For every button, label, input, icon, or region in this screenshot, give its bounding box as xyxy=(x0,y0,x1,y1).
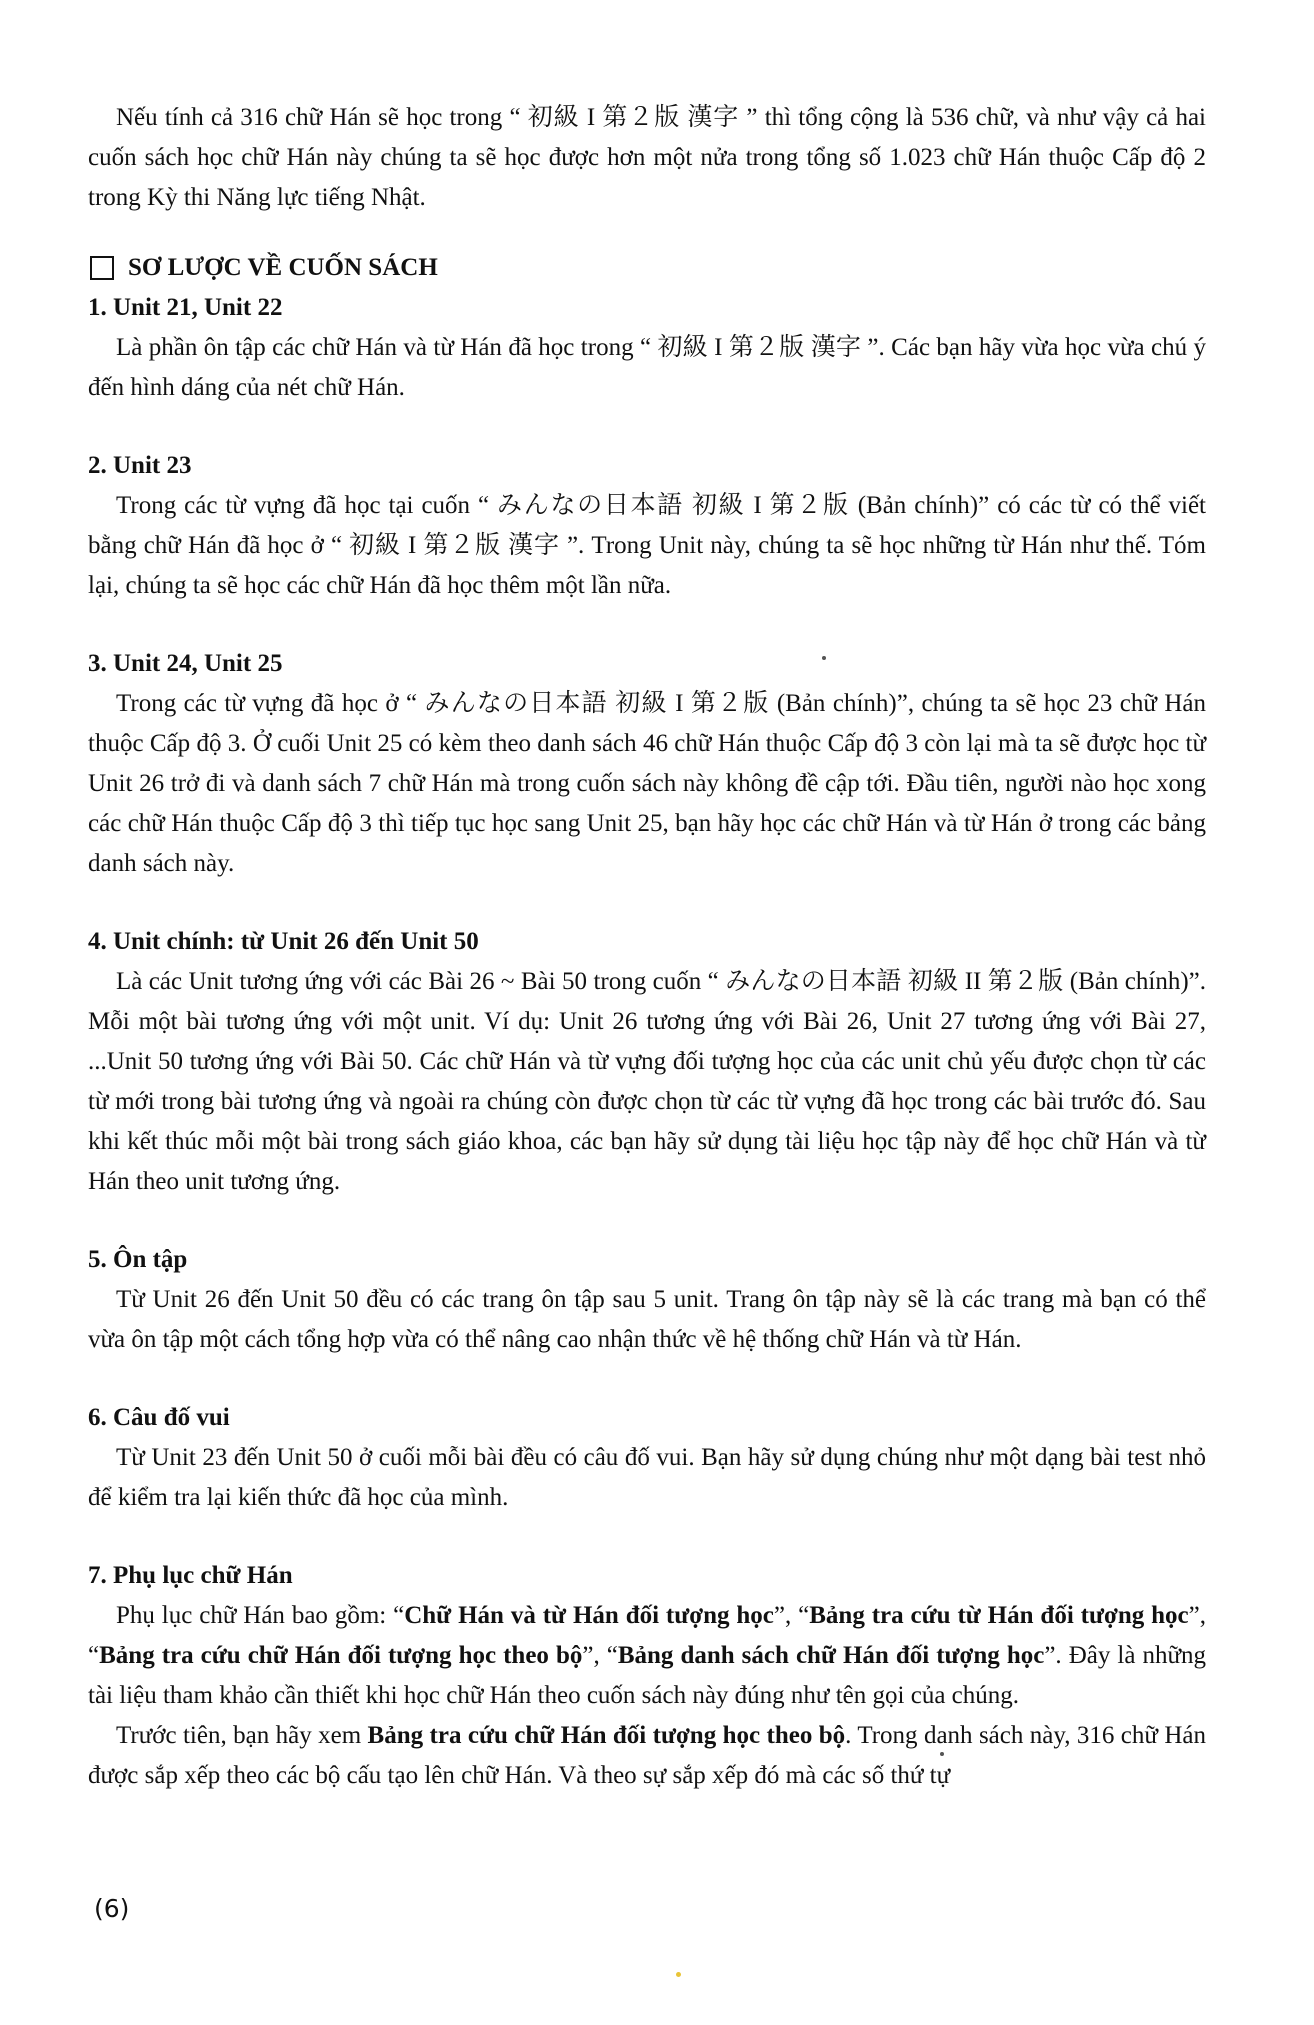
appendix-paragraph-2 xyxy=(88,1716,1206,1796)
appendix-ref-4: Bảng danh sách chữ Hán đối tượng học xyxy=(617,1642,1045,1669)
text-span: . Trong danh sách này, 316 chữ Hán được sắp xếp theo các bộ cấu tạo lên chữ Hán. Và theo sự sắp xếp đó mà các số thứ tự xyxy=(88,1722,1206,1789)
item-text: Trong các từ vựng đã học tại cuốn “ みんなの日本語 初級 I 第２版 (Bản chính)” có các từ có thể viết bằng chữ Hán đã học ở “ 初級 I 第２版 漢字 ”. Trong Unit này, chúng ta sẽ học những từ Hán như thế. Tóm lại, chúng ta sẽ học các chữ Hán đã học thêm một lần nữa. xyxy=(88,492,1206,599)
text-span: ”, “ xyxy=(773,1602,810,1629)
item-title: 1. Unit 21, Unit 22 xyxy=(88,294,283,321)
item-unit-21-22 xyxy=(88,288,1206,408)
scan-speck xyxy=(940,1752,944,1756)
item-title: 6. Câu đố vui xyxy=(88,1404,230,1431)
scan-speck xyxy=(676,1972,681,1977)
item-text: Là các Unit tương ứng với các Bài 26 ~ Bài 50 trong cuốn “ みんなの日本語 初級 II 第２版 (Bản chính)”. Mỗi một bài tương ứng với một unit. Ví dụ: Unit 26 tương ứng với Bài 26, Unit 27 tương ứng với Bài 27, ...Unit 50 tương ứng với Bài 50. Các chữ Hán và từ vựng đối tượng học của các unit chủ yếu được chọn từ các từ mới trong bài tương ứng và ngoài ra chúng còn được chọn từ các từ vựng đã học trong các bài trước đó. Sau khi kết thúc mỗi một bài trong sách giáo khoa, các bạn hãy sử dụng tài liệu học tập này để học chữ Hán và từ Hán theo unit tương ứng. xyxy=(88,968,1206,1195)
item-text: Từ Unit 26 đến Unit 50 đều có các trang ôn tập sau 5 unit. Trang ôn tập này sẽ là các trang mà bạn có thể vừa ôn tập một cách tổng hợp vừa có thể nâng cao nhận thức về hệ thống chữ Hán và từ Hán. xyxy=(88,1286,1206,1353)
item-text: Là phần ôn tập các chữ Hán và từ Hán đã học trong “ 初級 I 第２版 漢字 ”. Các bạn hãy vừa học vừa chú ý đến hình dáng của nét chữ Hán. xyxy=(88,334,1206,401)
item-title: 3. Unit 24, Unit 25 xyxy=(88,650,283,677)
page-number: (6) xyxy=(94,1894,130,1923)
text-span: ”, “ xyxy=(88,1602,1206,1669)
item-review xyxy=(88,1240,1206,1360)
item-title: 4. Unit chính: từ Unit 26 đến Unit 50 xyxy=(88,928,479,955)
item-main-units xyxy=(88,922,1206,1202)
text-span: Phụ lục chữ Hán bao gồm: “ xyxy=(116,1602,405,1629)
item-title: 5. Ôn tập xyxy=(88,1246,188,1273)
item-text: Trong các từ vựng đã học ở “ みんなの日本語 初級 I 第２版 (Bản chính)”, chúng ta sẽ học 23 chữ Hán thuộc Cấp độ 3. Ở cuối Unit 25 có kèm theo danh sách 46 chữ Hán thuộc Cấp độ 3 còn lại mà ta sẽ được học từ Unit 26 trở đi và danh sách 7 chữ Hán mà trong cuốn sách này không đề cập tới. Đầu tiên, người nào học xong các chữ Hán thuộc Cấp độ 3 thì tiếp tục học sang Unit 25, bạn hãy học các chữ Hán và từ Hán ở trong các bảng danh sách này. xyxy=(88,690,1206,877)
appendix-ref-3: Bảng tra cứu chữ Hán đối tượng học theo bộ xyxy=(99,1642,583,1669)
appendix-ref-5: Bảng tra cứu chữ Hán đối tượng học theo bộ xyxy=(367,1722,846,1749)
section-heading-text: SƠ LƯỢC VỀ CUỐN SÁCH xyxy=(128,254,438,281)
page-content xyxy=(88,98,1206,1796)
intro-paragraph: Nếu tính cả 316 chữ Hán sẽ học trong “ 初級 I 第２版 漢字 ” thì tổng cộng là 536 chữ, và như vậy cả hai cuốn sách học chữ Hán này chúng ta sẽ học được hơn một nửa trong tổng số 1.023 chữ Hán thuộc Cấp độ 2 trong Kỳ thi Năng lực tiếng Nhật. xyxy=(88,104,1206,211)
appendix-ref-1: Chữ Hán và từ Hán đối tượng học xyxy=(404,1602,774,1629)
appendix-ref-2: Bảng tra cứu từ Hán đối tượng học xyxy=(809,1602,1189,1629)
item-appendix xyxy=(88,1556,1206,1796)
item-title: 7. Phụ lục chữ Hán xyxy=(88,1562,293,1589)
item-unit-24-25 xyxy=(88,644,1206,884)
item-text: Từ Unit 23 đến Unit 50 ở cuối mỗi bài đều có câu đố vui. Bạn hãy sử dụng chúng như một dạng bài test nhỏ để kiểm tra lại kiến thức đã học của mình. xyxy=(88,1444,1206,1511)
item-unit-23 xyxy=(88,446,1206,606)
text-span: Trước tiên, bạn hãy xem xyxy=(116,1722,368,1749)
text-span: ”, “ xyxy=(582,1642,618,1669)
scan-speck xyxy=(822,656,826,660)
checkbox-icon xyxy=(90,256,114,280)
appendix-paragraph-1 xyxy=(88,1596,1206,1716)
item-quiz xyxy=(88,1398,1206,1518)
section-heading xyxy=(88,248,1206,288)
text-span: ”. Đây là những tài liệu tham khảo cần thiết khi học chữ Hán theo cuốn sách này đúng như tên gọi của chúng. xyxy=(88,1642,1206,1709)
item-title: 2. Unit 23 xyxy=(88,452,192,479)
